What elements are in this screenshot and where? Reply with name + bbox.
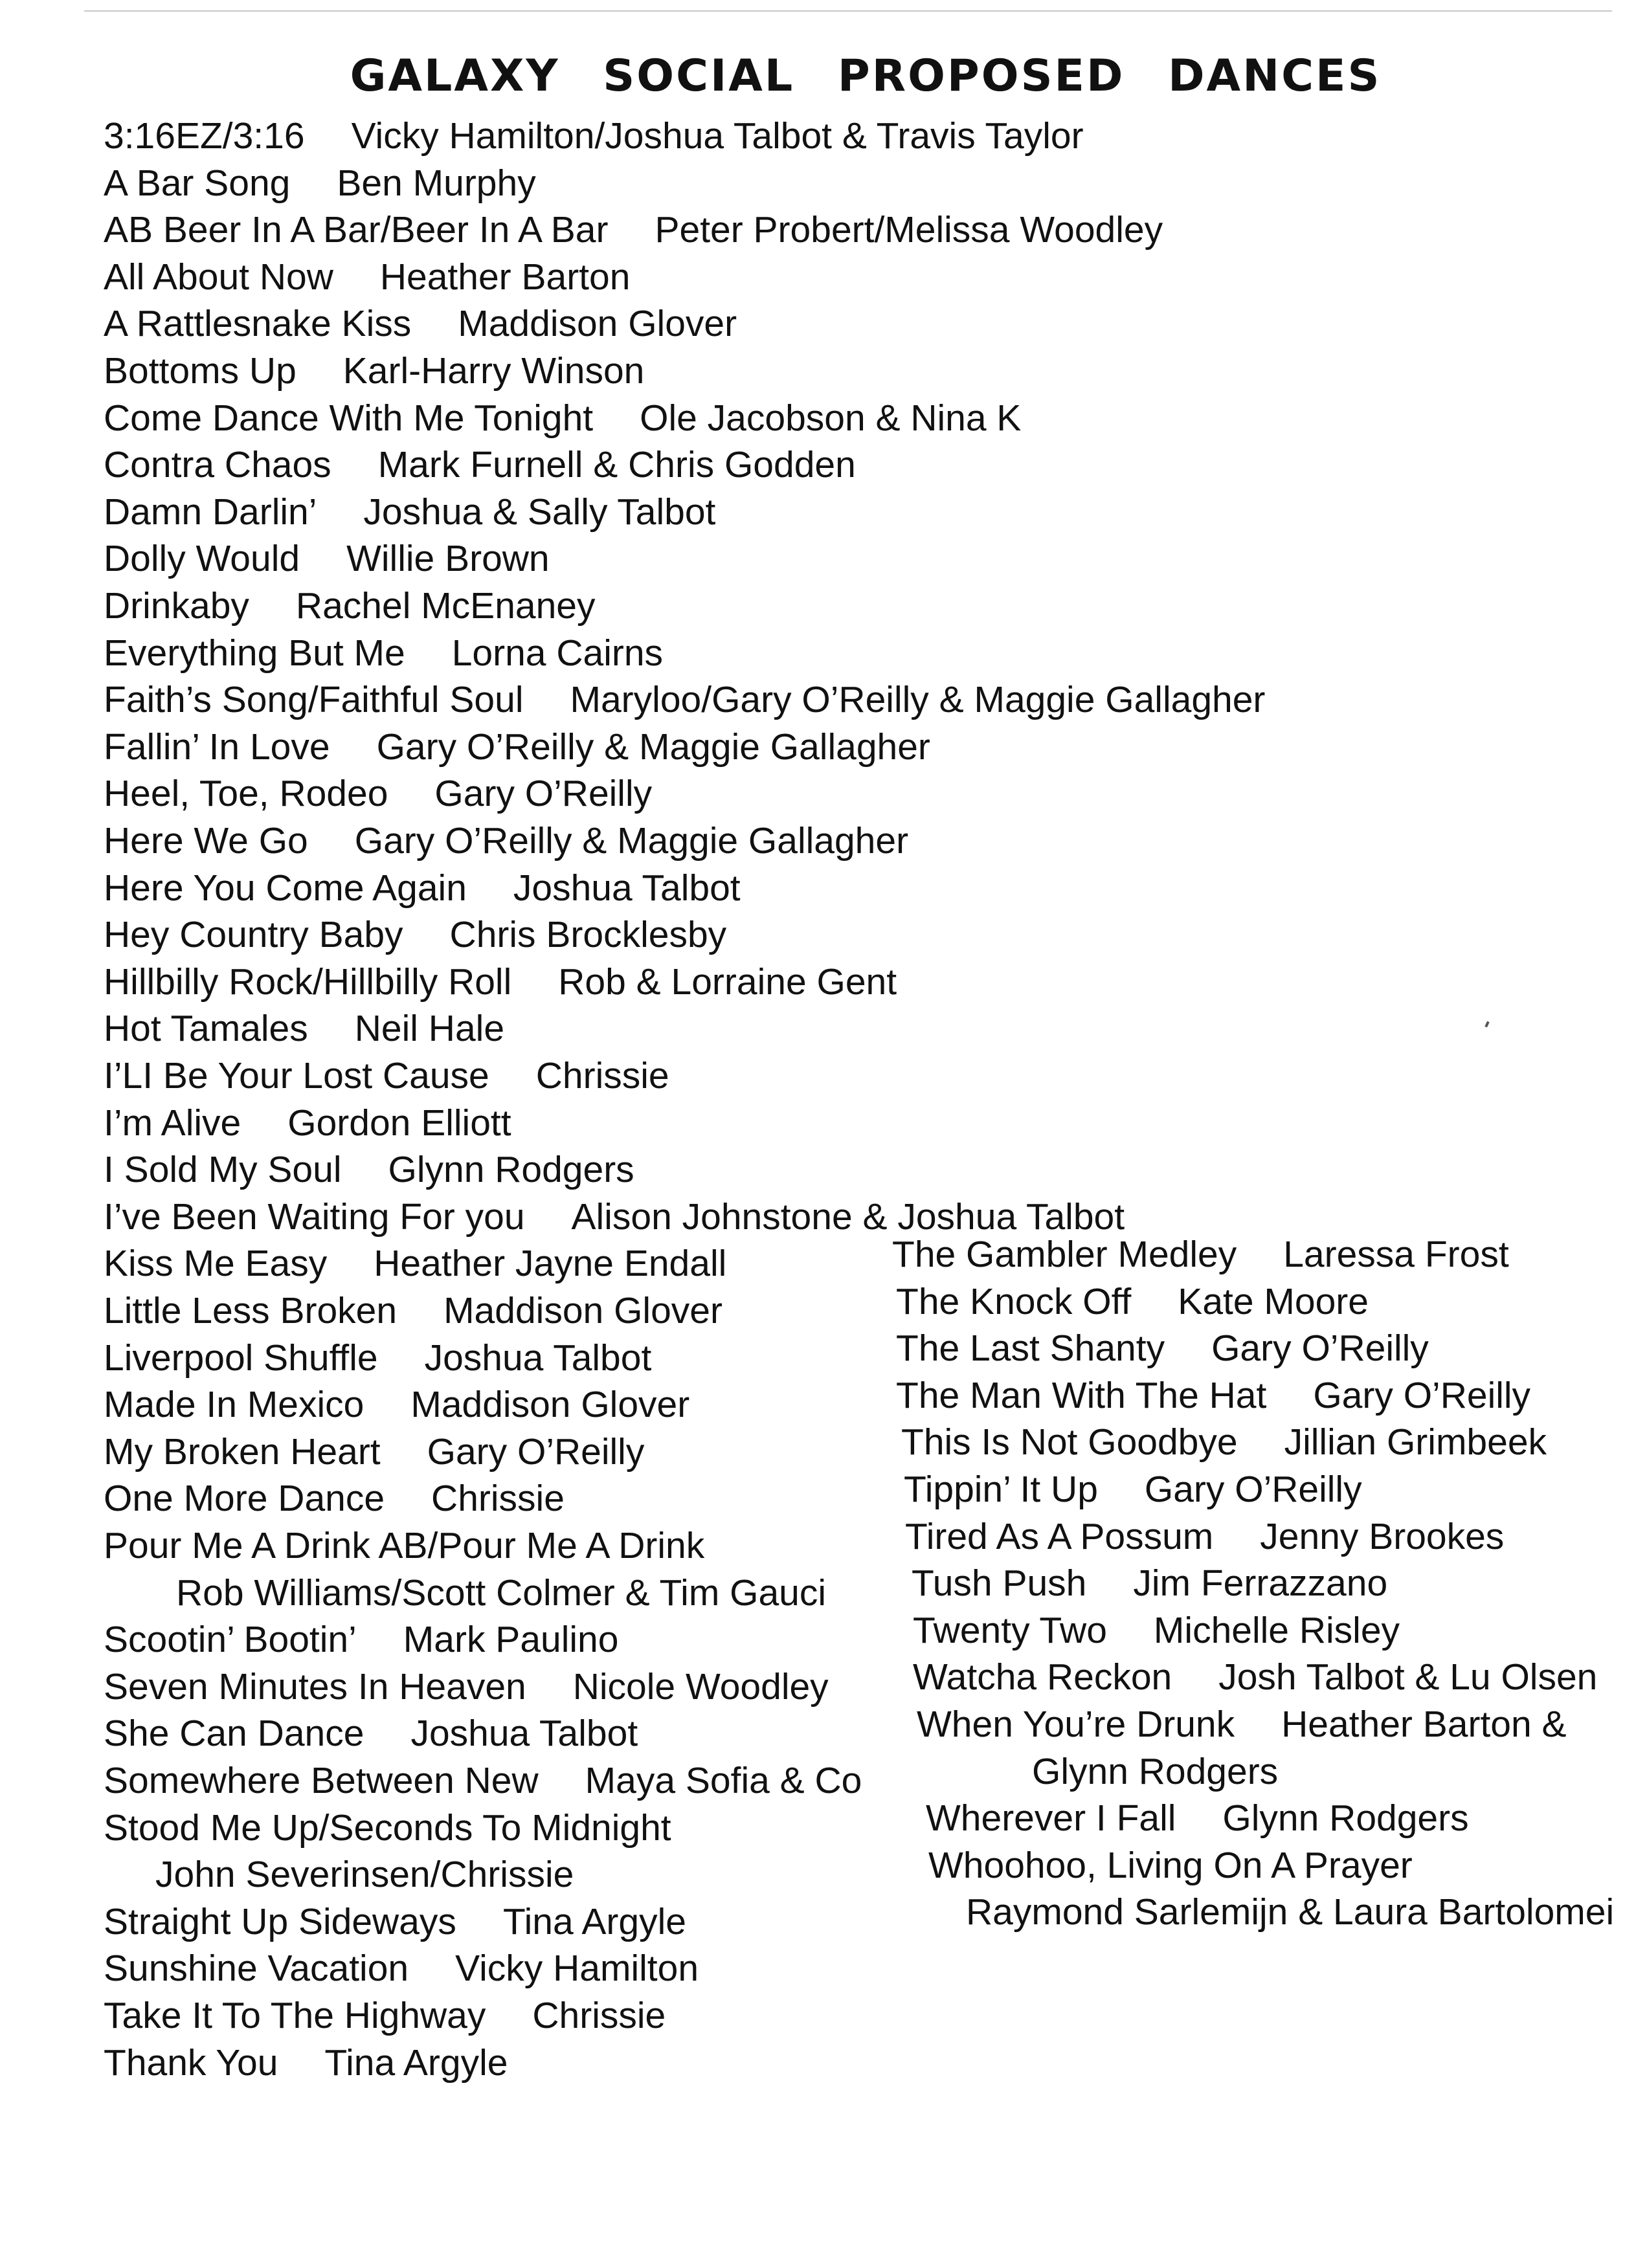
dance-name: The Knock Off [896, 1280, 1132, 1322]
choreographer-name: Willie Brown [346, 538, 550, 580]
dance-entry [104, 912, 726, 957]
dance-entry [104, 583, 596, 628]
dance-entry [104, 1758, 862, 1803]
dance-name: Wherever I Fall [926, 1797, 1176, 1840]
dance-entry [104, 301, 737, 346]
dance-name: Thank You [104, 2041, 278, 2084]
choreographer-name: Jim Ferrazzano [1133, 1562, 1388, 1605]
dance-name: One More Dance [104, 1478, 385, 1520]
choreographer-name: Michelle Risley [1153, 1609, 1400, 1651]
dance-name: Come Dance With Me Tonight [104, 397, 594, 439]
dance-name: My Broken Heart [104, 1430, 381, 1473]
dance-entry [966, 1889, 1614, 1935]
dance-entry [104, 677, 1265, 722]
dance-entry [155, 1852, 574, 1897]
choreographer-name: Gary O’Reilly [1144, 1469, 1362, 1510]
dance-entry [901, 1419, 1547, 1465]
dance-name: Whoohoo, Living On A Prayer [928, 1844, 1413, 1886]
dance-entry [176, 1570, 826, 1616]
dance-entry [104, 2040, 508, 2085]
choreographer-name: Glynn Rodgers [388, 1149, 634, 1191]
dance-name: Pour Me A Drink AB/Pour Me A Drink [104, 1525, 705, 1566]
dance-name: Tush Push [912, 1562, 1087, 1605]
dance-entry [896, 1326, 1429, 1371]
dance-entry [104, 1241, 726, 1286]
dance-entry [896, 1373, 1530, 1418]
dance-name: Tippin’ It Up [904, 1469, 1098, 1510]
dance-name: A Bar Song [104, 162, 291, 204]
choreographer-name: Jenny Brookes [1260, 1515, 1505, 1557]
choreographer-name: Alison Johnstone & Joshua Talbot [571, 1195, 1125, 1238]
dance-entry [104, 1006, 504, 1051]
dance-name: Seven Minutes In Heaven [104, 1665, 526, 1707]
choreographer-name: Chris Brocklesby [449, 914, 727, 956]
dance-name: Straight Up Sideways [104, 1900, 456, 1942]
choreographer-name: Maya Sofia & Co [585, 1760, 862, 1801]
dance-entry [104, 161, 536, 206]
choreographer-name: Kate Moore [1178, 1280, 1369, 1322]
dance-name: This Is Not Goodbye [901, 1421, 1238, 1463]
choreographer-name: Ole Jacobson & Nina K [640, 397, 1022, 439]
dance-name: Stood Me Up/Seconds To Midnight [104, 1807, 671, 1849]
dance-name: I’m Alive [104, 1102, 241, 1144]
dance-name: Fallin’ In Love [104, 726, 330, 768]
dance-entry [104, 489, 715, 535]
dance-entry [104, 113, 1084, 159]
dance-name: Damn Darlin’ [104, 491, 317, 533]
dance-entry [104, 724, 930, 770]
dance-entry [104, 818, 908, 863]
dance-entry [104, 1053, 669, 1098]
dance-entry [104, 207, 1163, 252]
choreographer-name: Vicky Hamilton/Joshua Talbot & Travis Taylor [351, 115, 1084, 157]
dance-name: Hot Tamales [104, 1008, 308, 1050]
choreographer-name: Lorna Cairns [451, 632, 664, 674]
choreographer-name: Laressa Frost [1283, 1234, 1509, 1275]
choreographer-name: Maddison Glover [458, 303, 737, 345]
choreographer-name: Heather Barton & [1281, 1704, 1567, 1745]
dance-entry [104, 1664, 829, 1709]
choreographer-name: Peter Probert/Melissa Woodley [655, 209, 1163, 251]
choreographer-name: Chrissie [532, 1995, 666, 2036]
dance-name: Kiss Me Easy [104, 1243, 328, 1285]
dance-name: I’ve Been Waiting For you [104, 1195, 525, 1238]
dance-entry [917, 1702, 1567, 1747]
dance-entry [104, 771, 652, 816]
dance-entry [912, 1561, 1387, 1606]
choreographer-name: Raymond Sarlemijn & Laura Bartolomei [966, 1891, 1615, 1933]
dance-entry [104, 348, 644, 394]
dance-name: Here We Go [104, 820, 308, 862]
scan-speck [1485, 1021, 1489, 1028]
choreographer-name: Jillian Grimbeek [1284, 1421, 1547, 1463]
dance-name: Little Less Broken [104, 1290, 398, 1331]
choreographer-name: Nicole Woodley [572, 1665, 829, 1707]
choreographer-name: Tina Argyle [324, 2041, 508, 2084]
dance-name: Drinkaby [104, 585, 249, 627]
dance-name: Tired As A Possum [905, 1515, 1214, 1557]
dance-name: Sunshine Vacation [104, 1948, 409, 1990]
dance-name: Hey Country Baby [104, 914, 403, 956]
dance-entry [1032, 1749, 1278, 1794]
dance-name: The Gambler Medley [892, 1234, 1237, 1275]
dance-entry [104, 1617, 618, 1662]
dance-name: A Rattlesnake Kiss [104, 303, 412, 345]
dance-entry [104, 1147, 634, 1192]
choreographer-name: Gary O’Reilly [434, 773, 653, 815]
dance-name: All About Now [104, 256, 333, 298]
dance-name: Faith’s Song/Faithful Soul [104, 679, 524, 721]
dance-entry [104, 1899, 686, 1944]
dance-entry [104, 865, 741, 911]
choreographer-name: Tina Argyle [502, 1900, 686, 1942]
choreographer-name: Joshua & Sally Talbot [363, 491, 716, 533]
choreographer-name: Rob & Lorraine Gent [558, 961, 897, 1003]
dance-entry [104, 1523, 751, 1568]
choreographer-name: Mark Furnell & Chris Godden [377, 444, 856, 486]
dance-name: 3:16EZ/3:16 [104, 115, 305, 157]
choreographer-name: Gary O’Reilly [1211, 1328, 1429, 1370]
choreographer-name: Glynn Rodgers [1032, 1750, 1279, 1792]
dance-name: Twenty Two [913, 1609, 1107, 1651]
dance-entry [913, 1608, 1400, 1653]
dance-name: She Can Dance [104, 1713, 364, 1755]
dance-entry [104, 254, 630, 300]
dance-name: AB Beer In A Bar/Beer In A Bar [104, 209, 609, 251]
choreographer-name: Maryloo/Gary O’Reilly & Maggie Gallagher [570, 679, 1266, 721]
choreographer-name: Rachel McEnaney [295, 585, 596, 627]
dance-entry [104, 536, 550, 581]
choreographer-name: Gary O’Reilly [427, 1430, 645, 1473]
dance-name: The Last Shanty [896, 1328, 1165, 1370]
dance-entry [928, 1843, 1459, 1888]
dance-entry [104, 630, 663, 676]
dance-name: Heel, Toe, Rodeo [104, 773, 388, 815]
dance-name: Made In Mexico [104, 1384, 364, 1426]
dance-entry [104, 1288, 723, 1333]
choreographer-name: Chrissie [535, 1055, 669, 1096]
dance-name: Everything But Me [104, 632, 405, 674]
choreographer-name: Rob Williams/Scott Colmer & Tim Gauci [176, 1572, 827, 1614]
choreographer-name: Chrissie [431, 1478, 565, 1520]
dance-name: Somewhere Between New [104, 1760, 539, 1801]
dance-entry [892, 1232, 1509, 1277]
dance-entry [104, 442, 856, 487]
dance-entry [104, 1993, 666, 2038]
dance-entry [104, 1335, 651, 1381]
dance-name: Hillbilly Rock/Hillbilly Roll [104, 961, 512, 1003]
dance-name: Contra Chaos [104, 444, 331, 486]
choreographer-name: Gary O’Reilly [1313, 1374, 1531, 1416]
dance-name: Bottoms Up [104, 350, 297, 392]
choreographer-name: Joshua Talbot [513, 867, 741, 909]
dance-name: Dolly Would [104, 538, 300, 580]
dance-entry [104, 1805, 718, 1851]
scan-top-line [84, 10, 1612, 12]
dance-name: Scootin’ Bootin’ [104, 1619, 357, 1661]
dance-entry [104, 1476, 565, 1521]
dance-entry [913, 1654, 1597, 1700]
dance-entry [926, 1796, 1469, 1841]
dance-name: Liverpool Shuffle [104, 1337, 378, 1379]
choreographer-name: Maddison Glover [443, 1290, 723, 1331]
dance-entry [104, 1100, 511, 1146]
dance-entry [896, 1279, 1369, 1324]
dance-entry [104, 1429, 644, 1474]
dance-entry [104, 959, 897, 1005]
dance-name: I Sold My Soul [104, 1149, 342, 1191]
choreographer-name: John Severinsen/Chrissie [155, 1854, 574, 1896]
choreographer-name: Josh Talbot & Lu Olsen [1218, 1656, 1598, 1698]
choreographer-name: Gordon Elliott [287, 1102, 511, 1144]
choreographer-name: Mark Paulino [403, 1619, 619, 1661]
choreographer-name: Joshua Talbot [424, 1337, 652, 1379]
choreographer-name: Glynn Rodgers [1222, 1797, 1469, 1840]
dance-entry [104, 1711, 638, 1756]
choreographer-name: Gary O’Reilly & Maggie Gallagher [354, 820, 909, 862]
choreographer-name: Ben Murphy [337, 162, 536, 204]
dance-entry [104, 1382, 689, 1427]
dance-entry [905, 1514, 1504, 1559]
choreographer-name: Maddison Glover [410, 1384, 690, 1426]
choreographer-name: Heather Barton [379, 256, 631, 298]
dance-name: When You’re Drunk [917, 1704, 1235, 1745]
dance-entry [104, 395, 1021, 441]
choreographer-name: Joshua Talbot [410, 1713, 638, 1755]
dance-name: Take It To The Highway [104, 1995, 486, 2036]
page-title: GALAXY SOCIAL PROPOSED DANCES [350, 50, 1382, 102]
choreographer-name: Neil Hale [354, 1008, 505, 1050]
choreographer-name: Vicky Hamilton [455, 1948, 699, 1990]
dance-name: Here You Come Again [104, 867, 467, 909]
dance-name: Watcha Reckon [913, 1656, 1172, 1698]
choreographer-name: Heather Jayne Endall [374, 1243, 727, 1285]
dance-entry [904, 1467, 1362, 1512]
dance-entry [104, 1946, 699, 1991]
choreographer-name: Gary O’Reilly & Maggie Gallagher [376, 726, 930, 768]
dance-name: The Man With The Hat [896, 1374, 1267, 1416]
dance-name: I’LI Be Your Lost Cause [104, 1055, 489, 1096]
choreographer-name: Karl-Harry Winson [342, 350, 645, 392]
